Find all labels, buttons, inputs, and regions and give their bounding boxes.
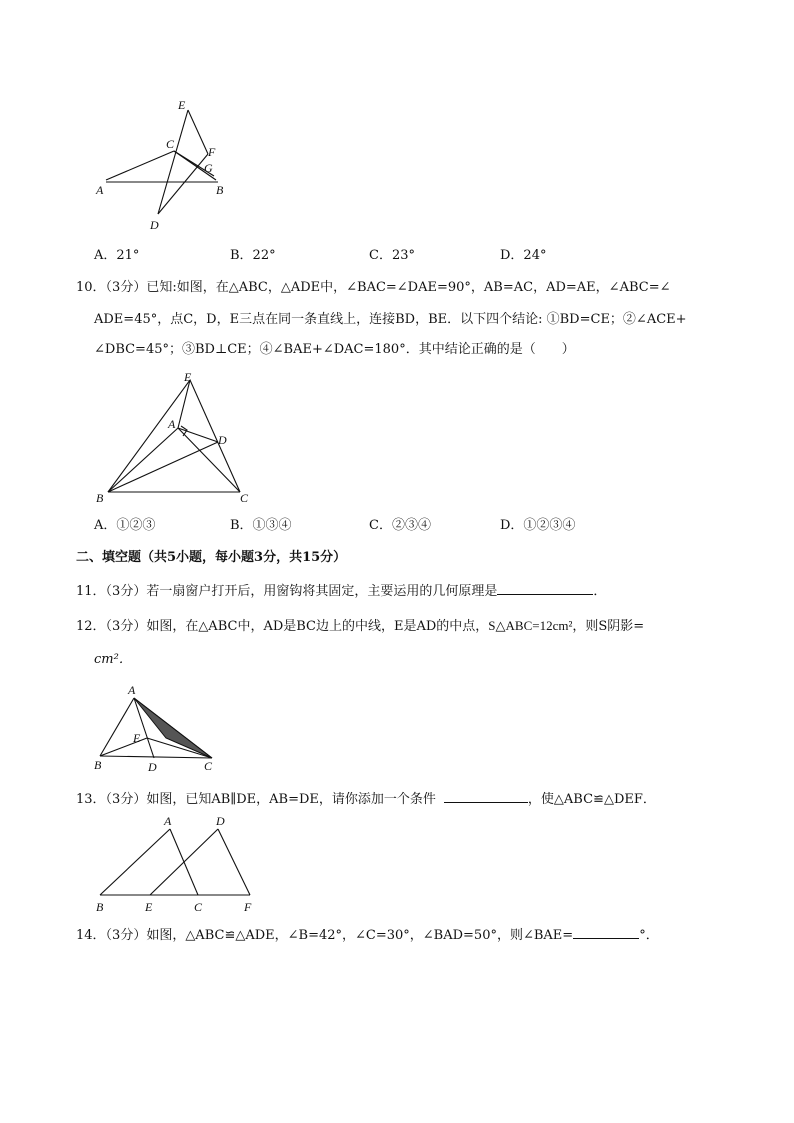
q9-label-d: D [150, 218, 159, 232]
q9-label-f: F [208, 145, 216, 159]
q9-label-b: B [216, 183, 224, 197]
q9-option-b: B．22° [230, 248, 276, 263]
q11-answer-blank[interactable] [497, 580, 593, 595]
q13-label-f: F [244, 900, 252, 914]
q10-option-a: A．①②③ [94, 518, 156, 533]
q14-end: °． [639, 928, 659, 943]
q12-text-line2: cm²． [94, 652, 132, 667]
q12-stem: 12．（3分）如图，在△ABC中，AD是BC边上的中线，E是AD的中点， [76, 619, 489, 634]
q9-label-c: C [166, 137, 175, 151]
q10-text-line3: ∠DBC=45°；③BD⊥CE；④∠BAE+∠DAC=180°．其中结论正确的是（ ） [94, 342, 575, 357]
q12-label-d: D [148, 760, 157, 774]
q11-stem: 11．（3分）若一扇窗户打开后，用窗钩将其固定，主要运用的几何原理是 [76, 584, 498, 599]
q13-label-e: E [145, 900, 153, 914]
q14-stem: 14．（3分）如图，△ABC≌△ADE，∠B=42°，∠C=30°，∠BAD=50°，则∠BAE= [76, 928, 574, 943]
q12-after: ，则S阴影= [572, 619, 645, 634]
q9-option-c: C．23° [369, 248, 415, 263]
q14-answer-blank[interactable] [573, 924, 639, 939]
section-title-fill-blank: 二、填空题（共5小题，每小题3分，共15分） [76, 550, 347, 565]
q10-label-c: C [240, 491, 249, 505]
q13-label-c: C [194, 900, 203, 914]
q9-label-a: A [96, 183, 104, 197]
q10-label-d: D [218, 433, 227, 447]
q13-answer-blank[interactable] [444, 788, 528, 803]
q12-text [76, 616, 644, 637]
q10-label-e: E [184, 370, 192, 384]
q9-figure [90, 96, 230, 236]
q13-figure [90, 815, 260, 915]
q13-text [76, 788, 656, 810]
q9-option-d: D．24° [500, 248, 547, 263]
q11-end: ． [593, 584, 607, 599]
q13-label-d: D [216, 815, 225, 828]
q12-label-b: B [94, 758, 102, 772]
q10-option-d: D．①②③④ [500, 518, 576, 533]
q12-figure [90, 680, 220, 775]
q13-after: ，使△ABC≌△DEF． [527, 792, 656, 807]
q10-option-c: C．②③④ [369, 518, 431, 533]
q10-figure [90, 370, 255, 510]
q10-text-line1: 10．（3分）已知:如图，在△ABC，△ADE中，∠BAC=∠DAE=90°，AB=AC，AD=AE，∠ABC=∠ [76, 280, 671, 295]
q9-label-e: E [178, 98, 186, 112]
q10-text-line2: ADE=45°，点C，D，E三点在同一条直线上，连接BD，BE．以下四个结论: ①BD=CE；②∠ACE+ [94, 312, 687, 327]
q9-label-g: G [204, 161, 213, 175]
q9-option-a: A．21° [94, 248, 140, 263]
q13-stem: 13．（3分）如图，已知AB∥DE，AB=DE，请你添加一个条件 [76, 792, 436, 807]
q10-label-b: B [96, 491, 104, 505]
q13-label-b: B [96, 900, 104, 914]
q12-label-c: C [204, 759, 213, 773]
q12-label-e: E [133, 731, 141, 745]
q10-label-a: A [168, 417, 176, 431]
q12-label-a: A [128, 683, 136, 697]
q13-label-a: A [164, 815, 172, 828]
q12-area: S△ABC=12cm² [488, 618, 573, 633]
q11-text [76, 580, 606, 602]
q14-text [76, 924, 659, 946]
q10-option-b: B．①③④ [230, 518, 292, 533]
